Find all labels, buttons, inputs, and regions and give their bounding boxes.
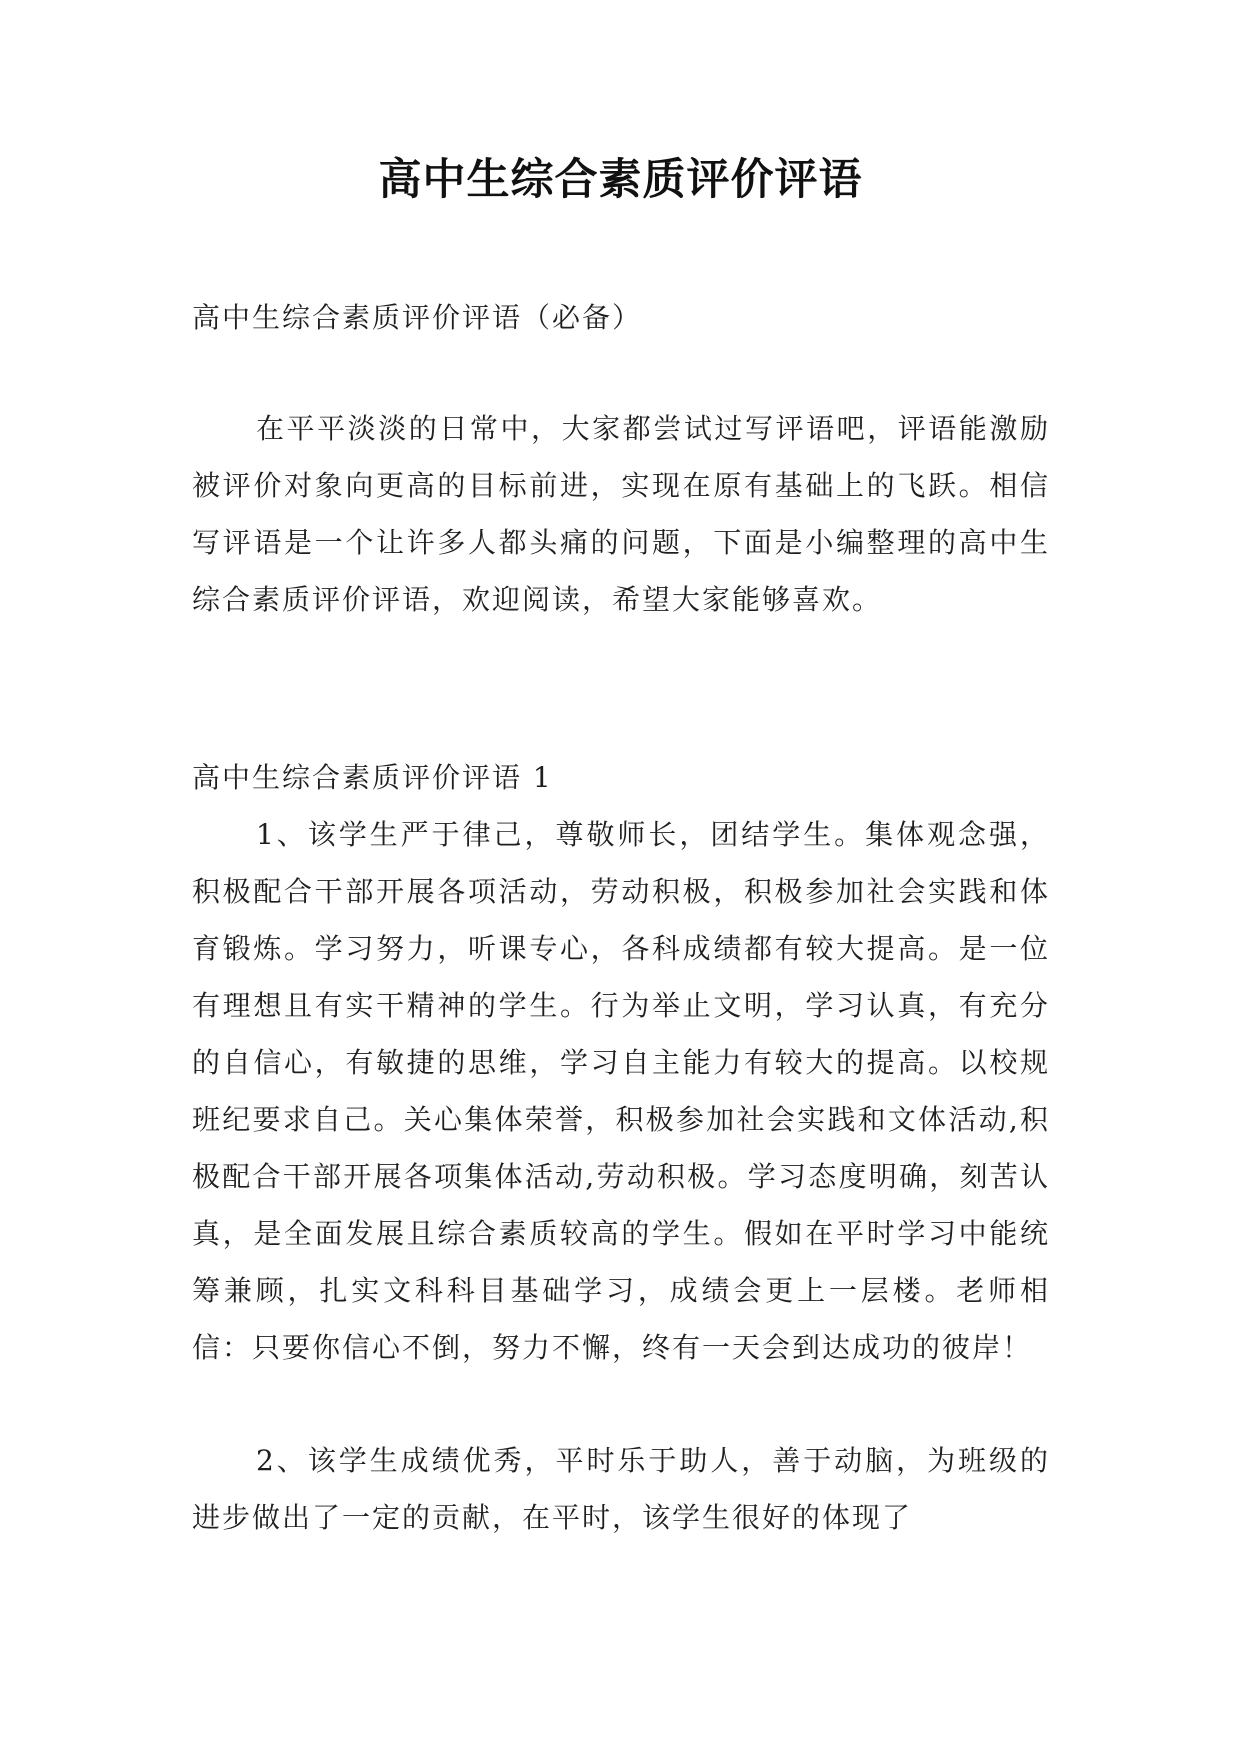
document-title: 高中生综合素质评价评语	[378, 155, 863, 205]
evaluation-item-2: 2、该学生成绩优秀，平时乐于助人，善于动脑，为班级的进步做出了一定的贡献，在平时，该学生很好的体现了	[192, 1444, 1050, 1534]
intro-paragraph: 在平平淡淡的日常中，大家都尝试过写评语吧，评语能激励被评价对象向更高的目标前进，实现在原有基础上的飞跃。相信写评语是一个让许多人都头痛的问题，下面是小编整理的高中生综合素质评价评语，欢迎阅读，希望大家能够喜欢。	[192, 412, 1050, 616]
document-subtitle: 高中生综合素质评价评语（必备）	[192, 301, 643, 334]
section-heading: 高中生综合素质评价评语 1	[192, 761, 553, 794]
evaluation-item-1: 1、该学生严于律己，尊敬师长，团结学生。集体观念强，积极配合干部开展各项活动，劳动积极，积极参加社会实践和体育锻炼。学习努力，听课专心，各科成绩都有较大提高。是一位有理想且有实干精神的学生。行为举止文明，学习认真，有充分的自信心，有敏捷的思维，学习自主能力有较大的提高。以校规班纪要求自己。关心集体荣誉，积极参加社会实践和文体活动,积极配合干部开展各项集体活动,劳动积极。学习态度明确，刻苦认真，是全面发展且综合素质较高的学生。假如在平时学习中能统筹兼顾，扎实文科科目基础学习，成绩会更上一层楼。老师相信：只要你信心不倒，努力不懈，终有一天会到达成功的彼岸！	[192, 818, 1050, 1364]
